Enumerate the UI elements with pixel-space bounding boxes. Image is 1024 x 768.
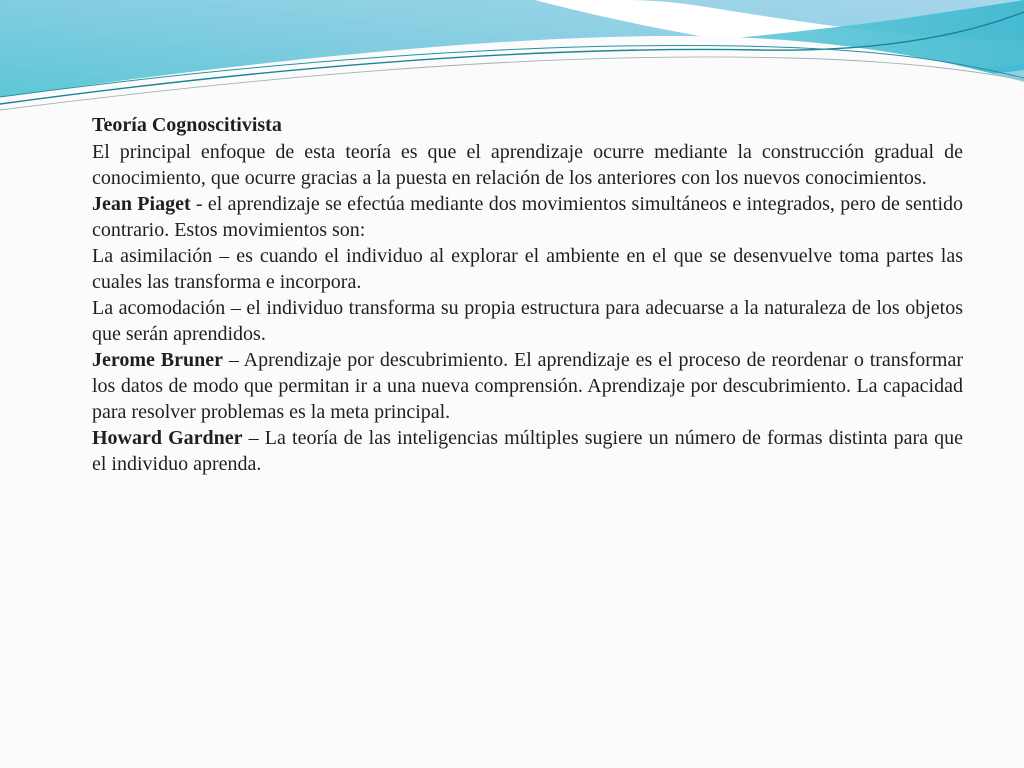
- paragraph-jean-piaget-text: - el aprendizaje se efectúa mediante dos movimientos simultáneos e integrados, pero de sentido contrario. Estos movimientos son:: [92, 193, 963, 241]
- slide-text-block: [92, 112, 963, 477]
- paragraph-asimilacion: [92, 243, 963, 295]
- paragraph-acomodacion: [92, 295, 963, 347]
- jerome-bruner-name: Jerome Bruner: [92, 349, 224, 371]
- paragraph-jerome-bruner-text: – Aprendizaje por descubrimiento. El aprendizaje es el proceso de reordenar o transformar los datos de modo que permitan ir a una nueva comprensión. Aprendizaje por descubrimiento. La capacidad para resolver problemas es la meta principal.: [92, 349, 963, 423]
- jean-piaget-name: Jean Piaget: [92, 193, 191, 215]
- paragraph-jerome-bruner: [92, 347, 963, 425]
- howard-gardner-name: Howard Gardner: [92, 427, 243, 449]
- paragraph-asimilacion-text: La asimilación – es cuando el individuo al explorar el ambiente en el que se desenvuelve toma partes las cuales las transforma e incorpora.: [92, 245, 963, 293]
- paragraph-intro-text: El principal enfoque de esta teoría es que el aprendizaje ocurre mediante la construcción gradual de conocimiento, que ocurre gracias a la puesta en relación de los anteriores con los nuevos conocimientos.: [92, 141, 963, 189]
- paragraph-howard-gardner: [92, 425, 963, 477]
- slide-title: Teoría Cognoscitivista: [92, 114, 282, 136]
- top-wave-decoration: [0, 0, 1024, 130]
- paragraph-howard-gardner-text: – La teoría de las inteligencias múltiples sugiere un número de formas distinta para que el individuo aprenda.: [92, 427, 964, 475]
- paragraph-acomodacion-text: La acomodación – el individuo transforma su propia estructura para adecuarse a la naturaleza de los objetos que serán aprendidos.: [92, 297, 963, 345]
- paragraph-intro: [92, 139, 963, 191]
- paragraph-jean-piaget: [92, 191, 963, 243]
